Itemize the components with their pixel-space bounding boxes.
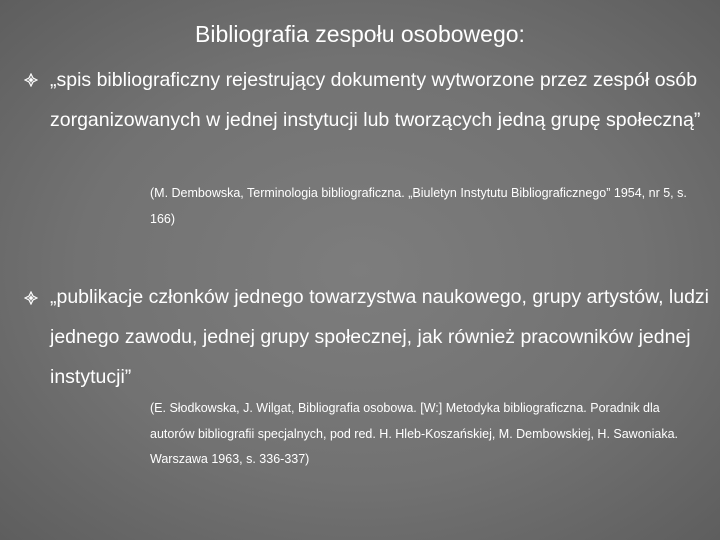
diamond-bullet-icon [24, 73, 38, 87]
diamond-bullet-icon [24, 291, 38, 305]
definition-citation: (E. Słodkowska, J. Wilgat, Bibliografia osobowa. [W:] Metodyka bibliograficzna. Poradnik dla autorów bibliografii specjalnych, pod red. H. Hleb-Koszańskiej, M. Dembowskiej, H. Sawoniaka. Warszawa 1963, s. 336-337) [150, 401, 679, 466]
definition-text: „publikacje członków jednego towarzystwa naukowego, grupy artystów, ludzi jednego zawodu, jednej grupy społecznej, jak również pracowników jednej instytucji” [50, 286, 710, 388]
definition-text: „spis bibliograficzny rejestrujący dokumenty wytworzone przez zespół osób zorganizowanych w jednej instytucji lub tworzących jedną grupę społeczną” [50, 69, 701, 131]
definition-citation: (M. Dembowska, Terminologia bibliograficzna. „Biuletyn Instytutu Bibliograficznego” 1954, nr 5, s. 166) [150, 186, 687, 226]
slide-title: Bibliografia zespołu osobowego: [195, 21, 525, 47]
